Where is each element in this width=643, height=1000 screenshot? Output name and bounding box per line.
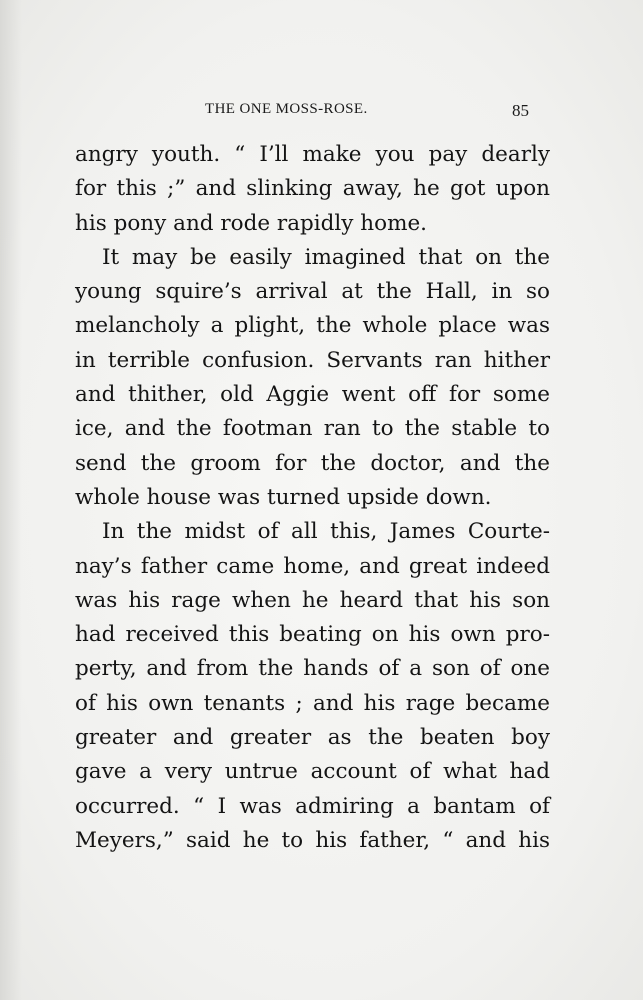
text-line: send the groom for the doctor, and the (75, 450, 550, 476)
text-line: perty, and from the hands of a son of one (75, 656, 550, 682)
text-line: whole house was turned upside down. (75, 484, 492, 510)
text-line: angry youth. “ I’ll make you pay dearly (75, 142, 550, 167)
text-line: melancholy a plight, the whole place was (75, 313, 550, 339)
text-line: young squire’s arrival at the Hall, in so (75, 279, 550, 305)
text-line: for this ;” and slinking away, he got upon (75, 176, 550, 202)
text-line: occurred. “ I was admiring a bantam of (75, 793, 550, 819)
page-gutter-shadow (0, 0, 22, 1000)
page-number: 85 (512, 101, 529, 120)
page-text-body (75, 138, 550, 858)
text-line: In the midst of all this, James Courte- (102, 519, 550, 545)
text-line: nay’s father came home, and great indeed (75, 553, 550, 579)
text-line: It may be easily imagined that on the (102, 244, 550, 270)
text-line: of his own tenants ; and his rage became (75, 690, 550, 716)
text-line: ice, and the footman ran to the stable to (75, 416, 550, 442)
running-header-title: THE ONE MOSS-ROSE. (205, 101, 368, 117)
text-line: and thither, old Aggie went off for some (75, 382, 550, 408)
text-line: his pony and rode rapidly home. (75, 210, 428, 236)
text-line: had received this beating on his own pro- (75, 622, 550, 648)
text-line: Meyers,” said he to his father, “ and his (75, 827, 550, 853)
text-line: greater and greater as the beaten boy (75, 725, 550, 751)
text-line: gave a very untrue account of what had (75, 759, 550, 785)
text-line: was his rage when he heard that his son (75, 587, 550, 613)
text-line: in terrible confusion. Servants ran hither (75, 347, 550, 373)
